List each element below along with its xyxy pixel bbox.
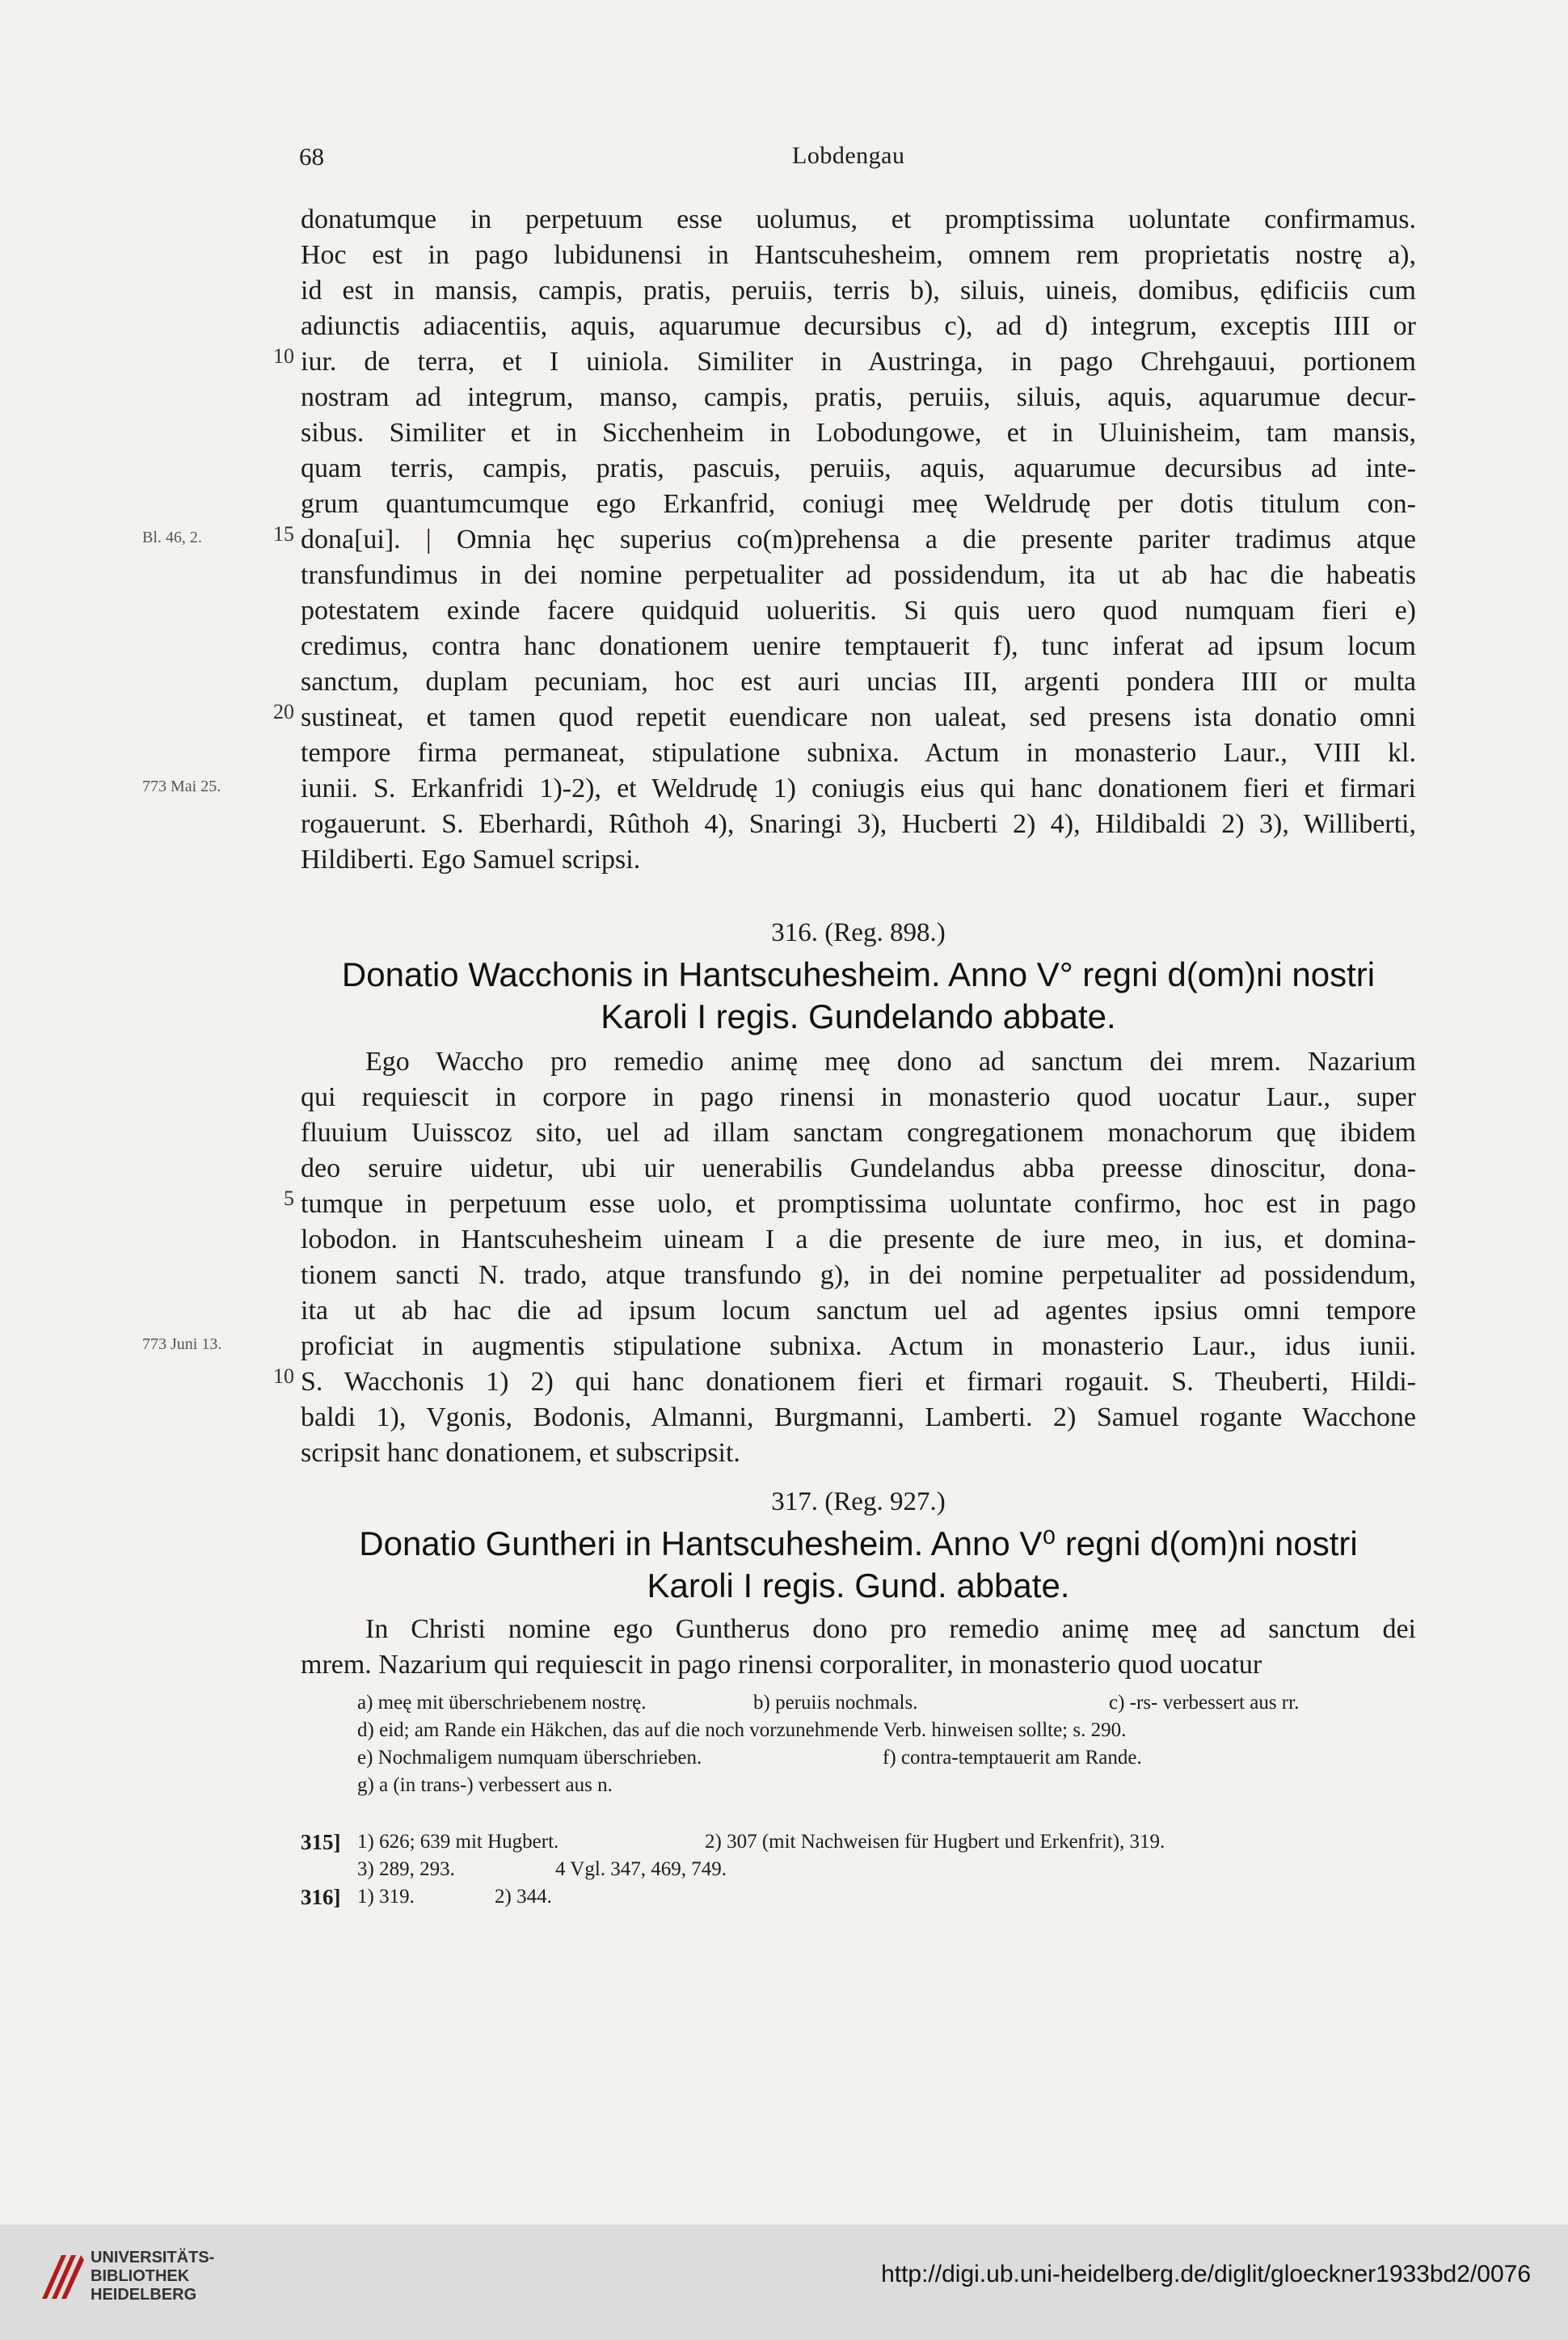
text-line: tionem sancti N. trado, atque transfundo g), in dei nomine perpetualiter ad possidendum, [301,1260,1416,1290]
charter-316 [142,912,1416,1471]
charter-317-title-line2: Karoli I regis. Gund. abbate. [647,1566,1070,1604]
text-line: id est in mansis, campis, pratis, peruiis, terris b), siluis, uineis, domibus, ędificiis cum [301,276,1416,306]
line-number: 10 [273,1364,294,1388]
doc316-line-row [273,1364,1416,1400]
doc315_continuation-line-row [301,842,1416,878]
doc315_continuation-line-row [301,558,1416,593]
doc315_continuation-line-row [301,415,1416,451]
text-line: mrem. Nazarium qui requiescit in pago rinensi corporaliter, in monasterio quod uocatur [301,1650,1262,1680]
doc315_continuation-line-row [301,736,1416,771]
footnote-c: c) -rs- verbessert aus rr. [1109,1692,1300,1714]
text-line: fluuium Uuisscoz sito, uel ad illam sanctam congregationem monachorum quę ibidem [301,1118,1416,1148]
ref-316-1: 1) 319. [357,1886,415,1908]
footnote-g: g) a (in trans-) verbessert aus n. [357,1774,613,1796]
doc315_continuation-line-row [301,380,1416,415]
source-url-link[interactable]: http://digi.ub.uni-heidelberg.de/diglit/gloeckner1933bd2/0076 [881,2261,1531,2287]
doc316-line-row [301,1293,1416,1329]
margin-date-note: 773 Juni 13. [142,1335,222,1353]
text-line: potestatem exinde facere quidquid uolueritis. Si quis uero quod numquam fieri e) [301,596,1416,626]
doc315_continuation-line-row [301,238,1416,273]
charter-316-body [142,1044,1416,1471]
text-line: quam terris, campis, pratis, pascuis, peruiis, aquis, aquarumue decursibus ad inte- [301,453,1416,483]
charter-316-number: 316. (Reg. 898.) [771,918,946,947]
ref-315-3: 3) 289, 293. [357,1858,455,1880]
charter-316-title-line2: Karoli I regis. Gundelando abbate. [601,997,1116,1035]
text-line: sustineat, et tamen quod repetit euendicare non ualeat, sed presens ista donatio omni [301,702,1416,732]
text-line: rogauerunt. S. Eberhardi, Rûthoh 4), Snaringi 3), Hucberti 2) 4), Hildibaldi 2) 3), Williberti, [301,809,1416,839]
doc315_continuation-line-row [301,451,1416,487]
library-footer-bar [0,2224,1568,2340]
text-line: In Christi nomine ego Guntherus dono pro remedio animę meę ad sanctum dei [365,1614,1416,1644]
reference-notes [301,1828,1416,1911]
doc315_continuation-line-row [301,309,1416,344]
text-line: credimus, contra hanc donationem uenire temptauerit f), tunc inferat ad ipsum locum [301,631,1416,661]
charter-317-title-line1: Donatio Guntheri in Hantscuhesheim. Anno V⁰ regni d(om)ni nostri [359,1524,1358,1562]
footnote-e: e) Nochmaligem numquam überschrieben. [357,1747,702,1769]
doc315_continuation-line-row [301,629,1416,664]
footnote-d: d) eid; am Rande ein Häkchen, das auf die noch vorzunehmende Verb. hinweisen sollte; s. 290. [357,1719,1127,1741]
library-logo-icon [37,2249,86,2305]
doc316-line-row [301,1044,1416,1080]
charter-317-number: 317. (Reg. 927.) [771,1487,946,1516]
text-line: grum quantumcumque ego Erkanfrid, coniugi meę Weldrudę per dotis titulum con- [301,489,1416,519]
text-line: iur. de terra, et I uiniola. Similiter in Austringa, in pago Chrehgauui, portionem [301,347,1416,377]
doc316-line-row [284,1187,1416,1222]
footnote-a: a) meę mit überschriebenem nostrę. [357,1692,647,1714]
doc315_continuation-line-row [301,664,1416,700]
text-line: qui requiescit in corpore in pago rinensi in monasterio quod uocatur Laur., super [301,1082,1416,1112]
text-line: lobodon. in Hantscuhesheim uineam I a die presente de iure meo, in ius, et domina- [301,1225,1416,1254]
doc315_continuation-line-row [273,700,1416,736]
text-line: ita ut ab hac die ad ipsum locum sanctum uel ad agentes ipsius omni tempore [301,1296,1416,1326]
text-line: tumque in perpetuum esse uolo, et promptissima uoluntate confirmo, hoc est in pago [301,1189,1416,1219]
footnote-b: b) peruiis nochmals. [753,1692,918,1714]
text-line: tempore firma permaneat, stipulatione subnixa. Actum in monasterio Laur., VIII kl. [301,738,1416,768]
text-line: Hildiberti. Ego Samuel scripsi. [301,845,641,875]
page-header [0,142,1568,181]
doc315_continuation-line-row [301,202,1416,238]
charter-316-title-line1: Donatio Wacchonis in Hantscuhesheim. Anno V° regni d(om)ni nostri [341,955,1376,993]
doc316-line-row [301,1151,1416,1187]
line-number: 20 [273,700,294,723]
text-line: adiunctis adiacentiis, aquis, aquarumue decursibus c), ad d) integrum, exceptis IIII or [301,311,1416,341]
ref-316-2: 2) 344. [495,1886,552,1908]
doc315_continuation-line-row [142,522,1416,558]
doc316-line-row [301,1222,1416,1258]
doc317-line-row [301,1612,1416,1647]
doc315_continuation-line-row [142,771,1416,807]
doc316-line-row [301,1080,1416,1115]
ref-316-key: 316] [301,1885,341,1909]
text-line: scripsit hanc donationem, et subscripsit. [301,1438,740,1468]
line-number: 5 [284,1187,294,1210]
line-number: 10 [273,344,294,368]
doc315_continuation-line-row [301,487,1416,522]
library-name: UNIVERSITÄTS- BIBLIOTHEK HEIDELBERG [91,2249,215,2304]
charter-317-body [301,1612,1416,1683]
running-head: Lobdengau [792,142,905,169]
text-line: sanctum, duplam pecuniam, hoc est auri uncias III, argenti pondera IIII or multa [301,667,1416,697]
text-line: iunii. S. Erkanfridi 1)-2), et Weldrudę 1) coniugis eius qui hanc donationem fieri et firmari [301,774,1416,803]
text-line: deo seruire uidetur, ubi uir uenerabilis Gundelandus abba preesse dinoscitur, dona- [301,1153,1416,1183]
text-line: dona[ui]. | Omnia hęc superius co(m)prehensa a die presente pariter tradimus atque [301,525,1416,554]
footnotes [301,1689,1416,1799]
text-line: Hoc est in pago lubidunensi in Hantscuhesheim, omnem rem proprietatis nostrę a), [301,240,1416,270]
text-line: proficiat in augmentis stipulatione subnixa. Actum in monasterio Laur., idus iunii. [301,1331,1416,1361]
ref-315-key: 315] [301,1830,341,1854]
text-line: S. Wacchonis 1) 2) qui hanc donationem fieri et firmari rogauit. S. Theuberti, Hildi- [301,1367,1416,1397]
doc316-line-row [142,1329,1416,1364]
ref-315-4: 4 Vgl. 347, 469, 749. [555,1858,727,1880]
charter-315-continuation [142,202,1416,878]
doc315_continuation-line-row [301,807,1416,842]
charter-317 [301,1481,1416,1683]
doc316-line-row [301,1436,1416,1471]
doc315_continuation-line-row [301,593,1416,629]
text-line: sibus. Similiter et in Sicchenheim in Lobodungowe, et in Uluinisheim, tam mansis, [301,418,1416,448]
text-line: donatumque in perpetuum esse uolumus, et promptissima uoluntate confirmamus. [301,204,1416,234]
doc316-line-row [301,1400,1416,1436]
text-line: baldi 1), Vgonis, Bodonis, Almanni, Burgmanni, Lamberti. 2) Samuel rogante Wacchone [301,1402,1416,1432]
text-line: nostram ad integrum, manso, campis, pratis, peruiis, siluis, aquis, aquarumue decur- [301,382,1416,412]
page-number: 68 [299,142,324,171]
margin-date-note: 773 Mai 25. [142,778,221,795]
margin-date-note: Bl. 46, 2. [142,529,202,546]
doc316-line-row [301,1115,1416,1151]
text-line: transfundimus in dei nomine perpetualiter ad possidendum, ita ut ab hac die habeatis [301,560,1416,590]
doc315_continuation-line-row [301,273,1416,309]
footnote-f: f) contra-temptauerit am Rande. [883,1747,1142,1769]
doc316-line-row [301,1258,1416,1293]
text-line: Ego Waccho pro remedio animę meę dono ad sanctum dei mrem. Nazarium [365,1047,1416,1077]
ref-315-2: 2) 307 (mit Nachweisen für Hugbert und Erkenfrit), 319. [705,1831,1165,1853]
line-number: 15 [273,522,294,546]
ref-315-1: 1) 626; 639 mit Hugbert. [357,1831,559,1853]
doc317-line-row [301,1647,1416,1683]
doc315_continuation-line-row [273,344,1416,380]
